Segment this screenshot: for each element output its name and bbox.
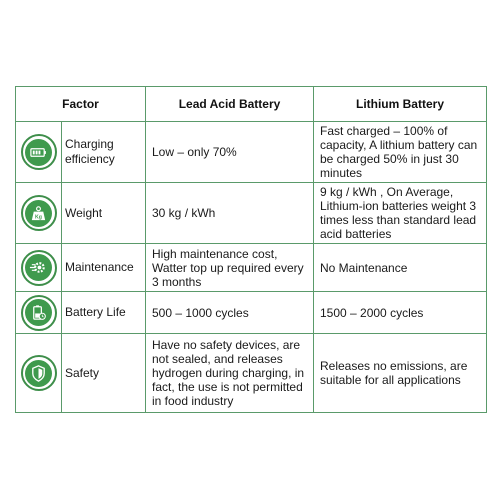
safety-shield-icon [21,355,57,391]
factor-label: Weight [62,183,146,244]
factor-label: Charging efficiency [62,122,146,183]
header-factor: Factor [16,87,146,122]
table-row [16,292,487,334]
lithium-value: 1500 – 2000 cycles [314,292,487,334]
factor-label: Battery Life [62,292,146,334]
lead-acid-value: Low – only 70% [146,122,314,183]
maintenance-gear-icon [21,250,57,286]
table-row [16,183,487,244]
lithium-value: Fast charged – 100% of capacity, A lithium battery can be charged 50% in just 30 minutes [314,122,487,183]
table-row [16,244,487,292]
lead-acid-value: High maintenance cost, Watter top up required every 3 months [146,244,314,292]
factor-label: Safety [62,334,146,413]
weight-kg-icon [21,195,57,231]
lithium-value: No Maintenance [314,244,487,292]
header-lithium: Lithium Battery [314,87,487,122]
lithium-value: 9 kg / kWh , On Average, Lithium-ion batteries weight 3 times less than standard lead acid batteries [314,183,487,244]
lithium-value: Releases no emissions, are suitable for all applications [314,334,487,413]
kg-icon-text: Kg [35,213,42,220]
lead-acid-value: 500 – 1000 cycles [146,292,314,334]
table-row [16,334,487,413]
battery-life-clock-icon [21,295,57,331]
lead-acid-value: Have no safety devices, are not sealed, and releases hydrogen during charging, in fact, the use is not permitted in food industry [146,334,314,413]
lead-acid-value: 30 kg / kWh [146,183,314,244]
header-row [16,87,487,122]
factor-label: Maintenance [62,244,146,292]
battery-charging-icon [21,134,57,170]
table-row [16,122,487,183]
header-lead-acid: Lead Acid Battery [146,87,314,122]
comparison-table [15,86,487,413]
